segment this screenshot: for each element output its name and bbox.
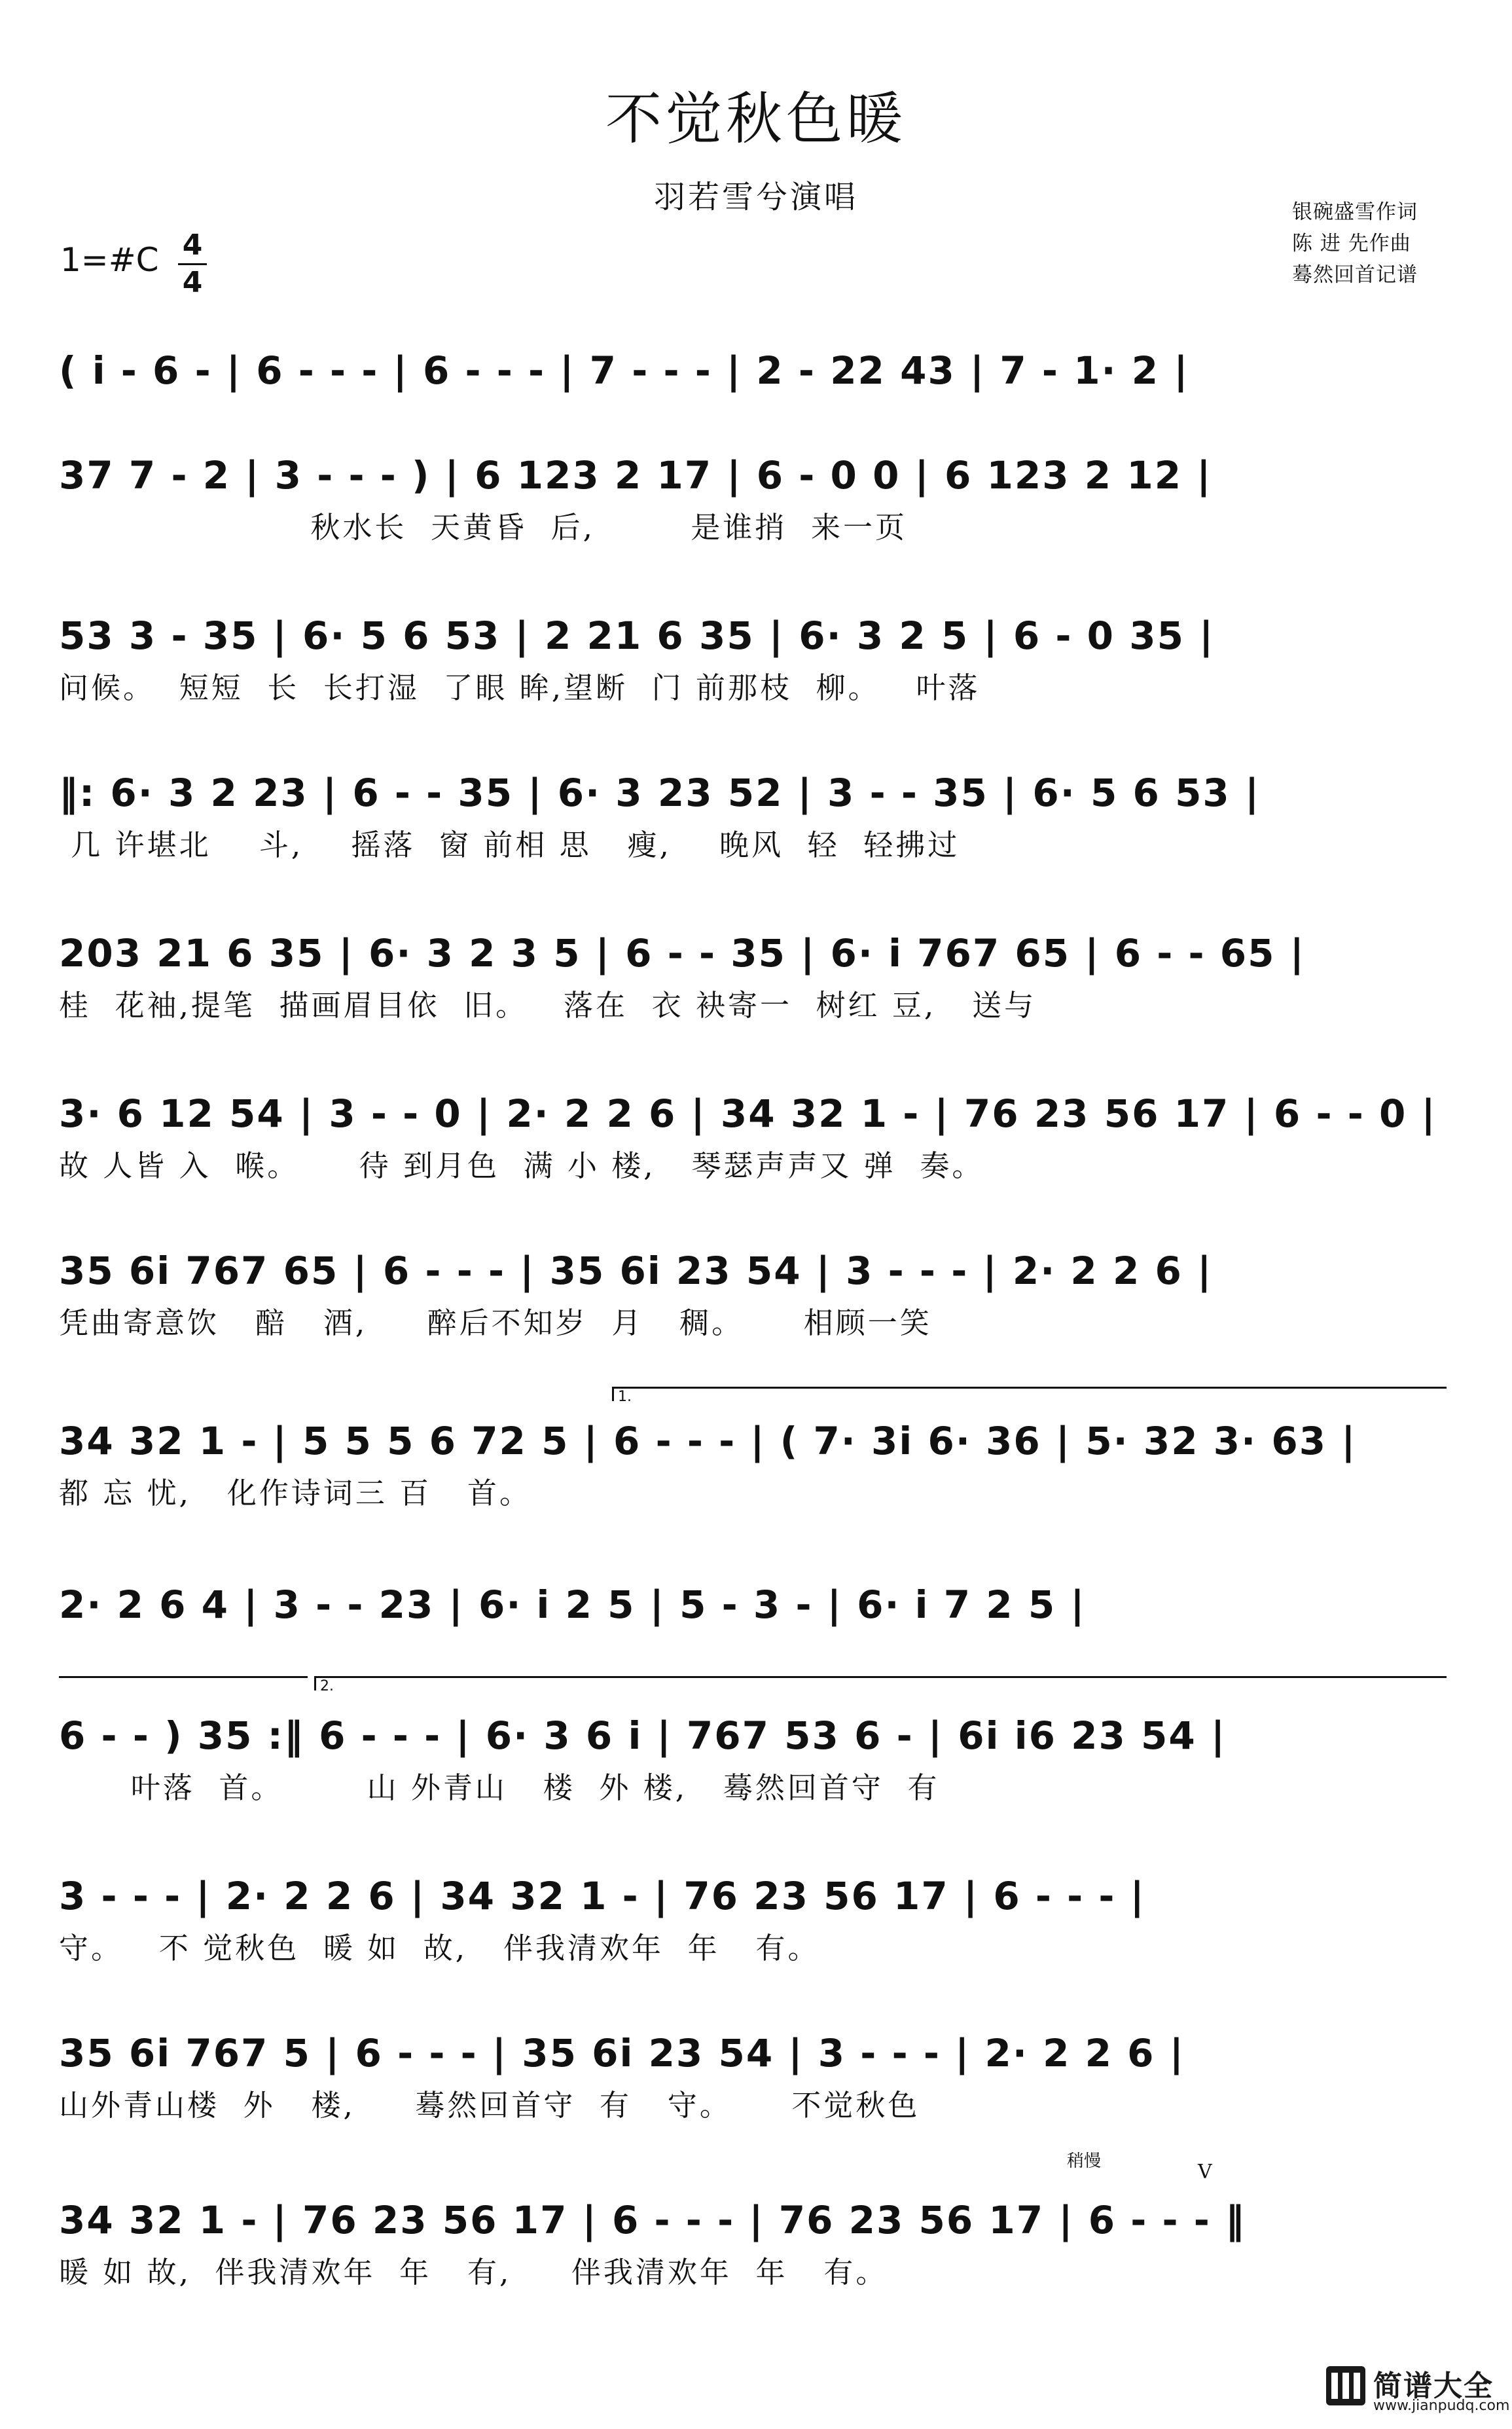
time-numerator: 4 [182,228,203,262]
notation-line: 3 - - - | 2· 2 2 6 | 34 32 1 - | 76 23 56 17 | 6 - - - | [59,1874,1145,1918]
score-row [59,452,1453,545]
score-row [59,1417,1453,1510]
notation-line: ‖: 6· 3 2 23 | 6 - - 35 | 6· 3 23 52 | 3 - - 35 | 6· 5 6 53 | [59,771,1261,815]
notation-line: 34 32 1 - | 76 23 56 17 | 6 - - - | 76 23 56 17 | 6 - - - ‖ [59,2198,1246,2242]
first-ending-bracket: 1. [612,1387,1447,1401]
score-row [59,347,1453,419]
lyric-line: 守。 不 觉秋色 暖 如 故, 伴我清欢年 年 有。 [59,1931,820,1965]
lyricist-credit: 银碗盛雪作词 [1292,200,1418,224]
watermark-url: www.jianpudq.com [1373,2398,1510,2414]
score-row [59,1712,1453,1805]
site-watermark [1326,2362,1510,2417]
credits [1292,196,1449,291]
key-label: 1=#C [60,241,159,279]
lyric-line: 桂 花袖,提笔 描画眉目依 旧。 落在 衣 袂寄一 树红 豆, 送与 [59,988,1037,1023]
score-row [59,1247,1453,1340]
second-ending-bracket: 2. [314,1676,1447,1690]
breath-mark: V [1198,2161,1212,2183]
transcriber-credit: 蓦然回首记谱 [1292,263,1418,287]
notation-line: 6 - - ) 35 :‖ 6 - - - | 6· 3 6 i | 767 53 6 - | 6i i6 23 54 | [59,1713,1227,1758]
first-ending-continuation [59,1676,308,1678]
lyric-line [59,1637,1453,1677]
lyric-line [59,403,1453,443]
lyric-line: 叶落 首。 山 外青山 楼 外 楼, 蓦然回首守 有 [59,1770,940,1805]
performer-line: 羽若雪兮演唱 [653,179,858,215]
notation-line: 34 32 1 - | 5 5 5 6 72 5 | 6 - - - | ( 7· 3i 6· 36 | 5· 32 3· 63 | [59,1419,1357,1463]
lyric-line: 山外青山楼 外 楼, 蓦然回首守 有 守。 不觉秋色 [59,2088,920,2123]
time-divider [178,263,207,265]
time-signature [178,229,207,299]
notation-line: 37 7 - 2 | 3 - - - ) | 6 123 2 17 | 6 - 0 0 | 6 123 2 12 | [59,453,1212,498]
song-title: 不觉秋色暖 [605,86,907,152]
lyric-line: 秋水长 天黄昏 后, 是谁捎 来一页 [59,510,907,545]
score-row [59,2030,1453,2123]
score-row [59,612,1453,705]
piano-logo-icon [1326,2366,1365,2405]
key-signature [60,228,203,299]
lyric-line: 都 忘 忧, 化作诗词三 百 首。 [59,1476,532,1510]
watermark-name: 简谱大全 [1373,2369,1494,2403]
notation-line: 53 3 - 35 | 6· 5 6 53 | 2 21 6 35 | 6· 3 2 5 | 6 - 0 35 | [59,613,1215,658]
lyric-line: 故 人皆 入 喉。 待 到月色 满 小 楼, 琴瑟声声又 弹 奏。 [59,1148,984,1183]
lyric-line: 凭曲寄意饮 醅 酒, 醉后不知岁 月 稠。 相顾一笑 [59,1306,932,1340]
score-row [59,1090,1453,1183]
composer-credit: 陈 进 先作曲 [1292,232,1411,255]
tempo-mark: 稍慢 [1067,2151,1102,2171]
lyric-line: 问候。 短短 长 长打湿 了眼 眸,望断 门 前那枝 柳。 叶落 [59,670,981,705]
notation-line: 35 6i 767 5 | 6 - - - | 35 6i 23 54 | 3 - - - | 2· 2 2 6 | [59,2031,1185,2075]
score-row [59,1872,1453,1965]
lyric-line: 几 许堪北 斗, 摇落 窗 前相 思 瘦, 晚风 轻 轻拂过 [59,828,960,862]
notation-line: ( i - 6 - | 6 - - - | 6 - - - | 7 - - - | 2 - 22 43 | 7 - 1· 2 | [59,348,1189,393]
notation-line: 35 6i 767 65 | 6 - - - | 35 6i 23 54 | 3 - - - | 2· 2 2 6 | [59,1249,1213,1293]
score-row [59,2197,1453,2290]
lyric-line: 暖 如 故, 伴我清欢年 年 有, 伴我清欢年 年 有。 [59,2255,888,2290]
score-row [59,930,1453,1023]
notation-line: 3· 6 12 54 | 3 - - 0 | 2· 2 2 6 | 34 32 1 - | 76 23 56 17 | 6 - - 0 | [59,1091,1437,1136]
notation-line: 203 21 6 35 | 6· 3 2 3 5 | 6 - - 35 | 6· i 767 65 | 6 - - 65 | [59,931,1305,976]
score-row [59,1581,1453,1653]
score-row [59,769,1453,862]
time-denominator: 4 [182,266,203,299]
notation-line: 2· 2 6 4 | 3 - - 23 | 6· i 2 5 | 5 - 3 - | 6· i 7 2 5 | [59,1582,1086,1627]
